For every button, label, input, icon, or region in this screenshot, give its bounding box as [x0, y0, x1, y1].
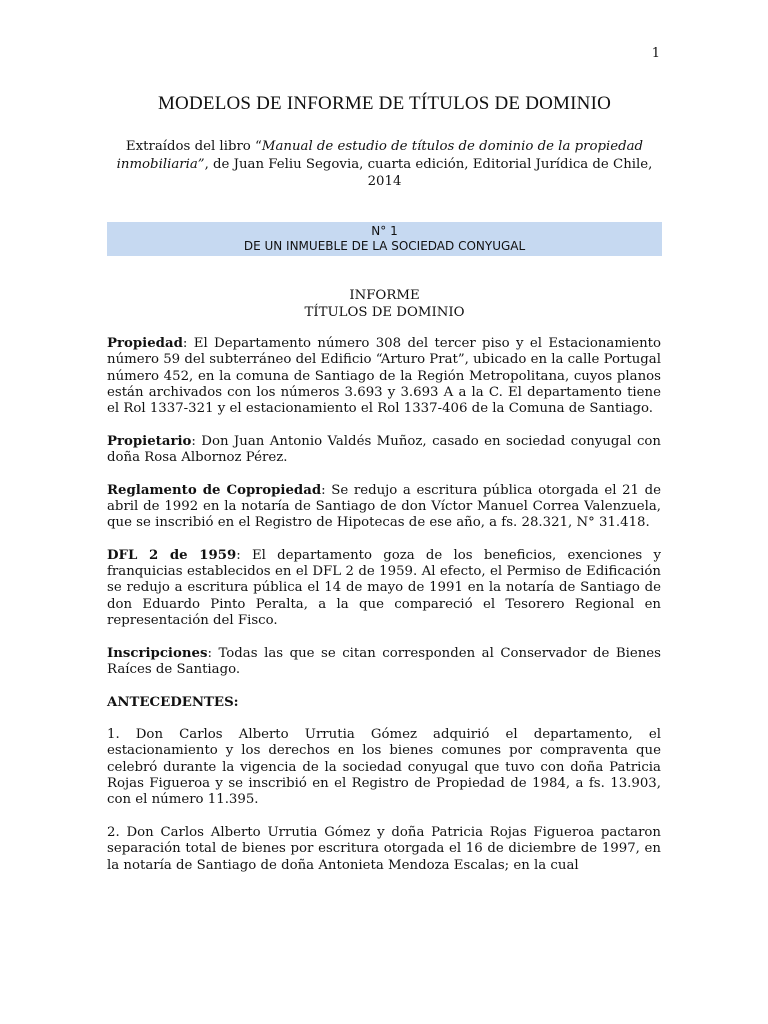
citation-suffix: , de Juan Feliu Segovia, cuarta edición, Editorial Jurídica de Chile, 2014 — [204, 156, 653, 189]
report-body — [107, 336, 661, 890]
section-label: DFL 2 de 1959 — [107, 547, 237, 563]
section-text: : Se redujo a escritura pública otorgada el 21 de abril de 1992 en la notaría de Santiago de don Víctor Manuel Correa Valenzuela, que se inscribió en el Registro de Hipotecas de ese año, a fs. 28.321, N° 31.418. — [107, 482, 661, 531]
document-title: MODELOS DE INFORME DE TÍTULOS DE DOMINIO — [157, 93, 612, 114]
section-text: : El departamento goza de los beneficios, exenciones y franquicias establecidos en el DFL 2 de 1959. Al efecto, el Permiso de Edificación se redujo a escritura pública el 14 de mayo de 1991 en la notaría de Santiago de don Eduardo Pinto Peralta, a la que compareció el Tesorero Regional en representación del Fisco. — [107, 547, 661, 629]
section-label: Propiedad — [107, 336, 183, 351]
section-text: : Todas las que se citan corresponden al Conservador de Bienes Raíces de Santiago. — [107, 645, 661, 677]
section-label: Reglamento de Copropiedad — [107, 482, 322, 498]
section-label: Inscripciones — [107, 645, 208, 661]
page-number: 1 — [651, 46, 660, 61]
section-label: Propietario — [107, 433, 192, 449]
section-dfl — [107, 548, 661, 629]
section-label: ANTECEDENTES: — [107, 694, 239, 710]
section-text: : Don Juan Antonio Valdés Muñoz, casado en sociedad conyugal con doña Rosa Albornoz Pérez. — [107, 433, 661, 466]
model-number: N° 1 — [371, 224, 398, 238]
section-text: : El Departamento número 308 del tercer piso y el Estacionamiento número 59 del subterráneo del Edificio “Arturo Prat”, ubicado en la calle Portugal número 452, en la comuna de Santiago de la Región Metropolitana, cuyos planos están archivados con los números 3.693 y 3.693 A a la C. El departamento tiene el Rol 1337-321 y el estacionamiento el Rol 1337-406 de la Comuna de Santiago. — [107, 336, 661, 417]
section-antecedentes — [107, 695, 661, 711]
section-propiedad — [107, 336, 661, 417]
antecedente-item-1: 1. Don Carlos Alberto Urrutia Gómez adquirió el departamento, el estacionamiento y los derechos en los bienes comunes por compraventa que celebró durante la vigencia de la sociedad conyugal que tuvo con doña Patricia Rojas Figueroa y se inscribió en el Registro de Propiedad de 1984, a fs. 13.903, con el número 11.395. — [107, 727, 661, 808]
source-citation — [107, 138, 662, 191]
section-inscripciones — [107, 646, 661, 679]
citation-book-title: Manual de estudio de títulos de dominio de la propiedad inmobiliaria” — [116, 139, 644, 172]
section-propietario — [107, 434, 661, 467]
report-heading-line1: INFORME — [349, 288, 420, 303]
antecedente-item-2: 2. Don Carlos Alberto Urrutia Gómez y doña Patricia Rojas Figueroa pactaron separación total de bienes por escritura otorgada el 16 de diciembre de 1997, en la notaría de Santiago de doña Antonieta Mendoza Escalas; en la cual — [107, 824, 661, 873]
report-heading — [107, 287, 662, 321]
model-banner — [107, 222, 662, 256]
section-reglamento — [107, 483, 661, 532]
report-heading-line2: TÍTULOS DE DOMINIO — [304, 305, 465, 320]
citation-prefix: Extraídos del libro “ — [125, 139, 262, 154]
model-label: DE UN INMUEBLE DE LA SOCIEDAD CONYUGAL — [243, 239, 526, 253]
